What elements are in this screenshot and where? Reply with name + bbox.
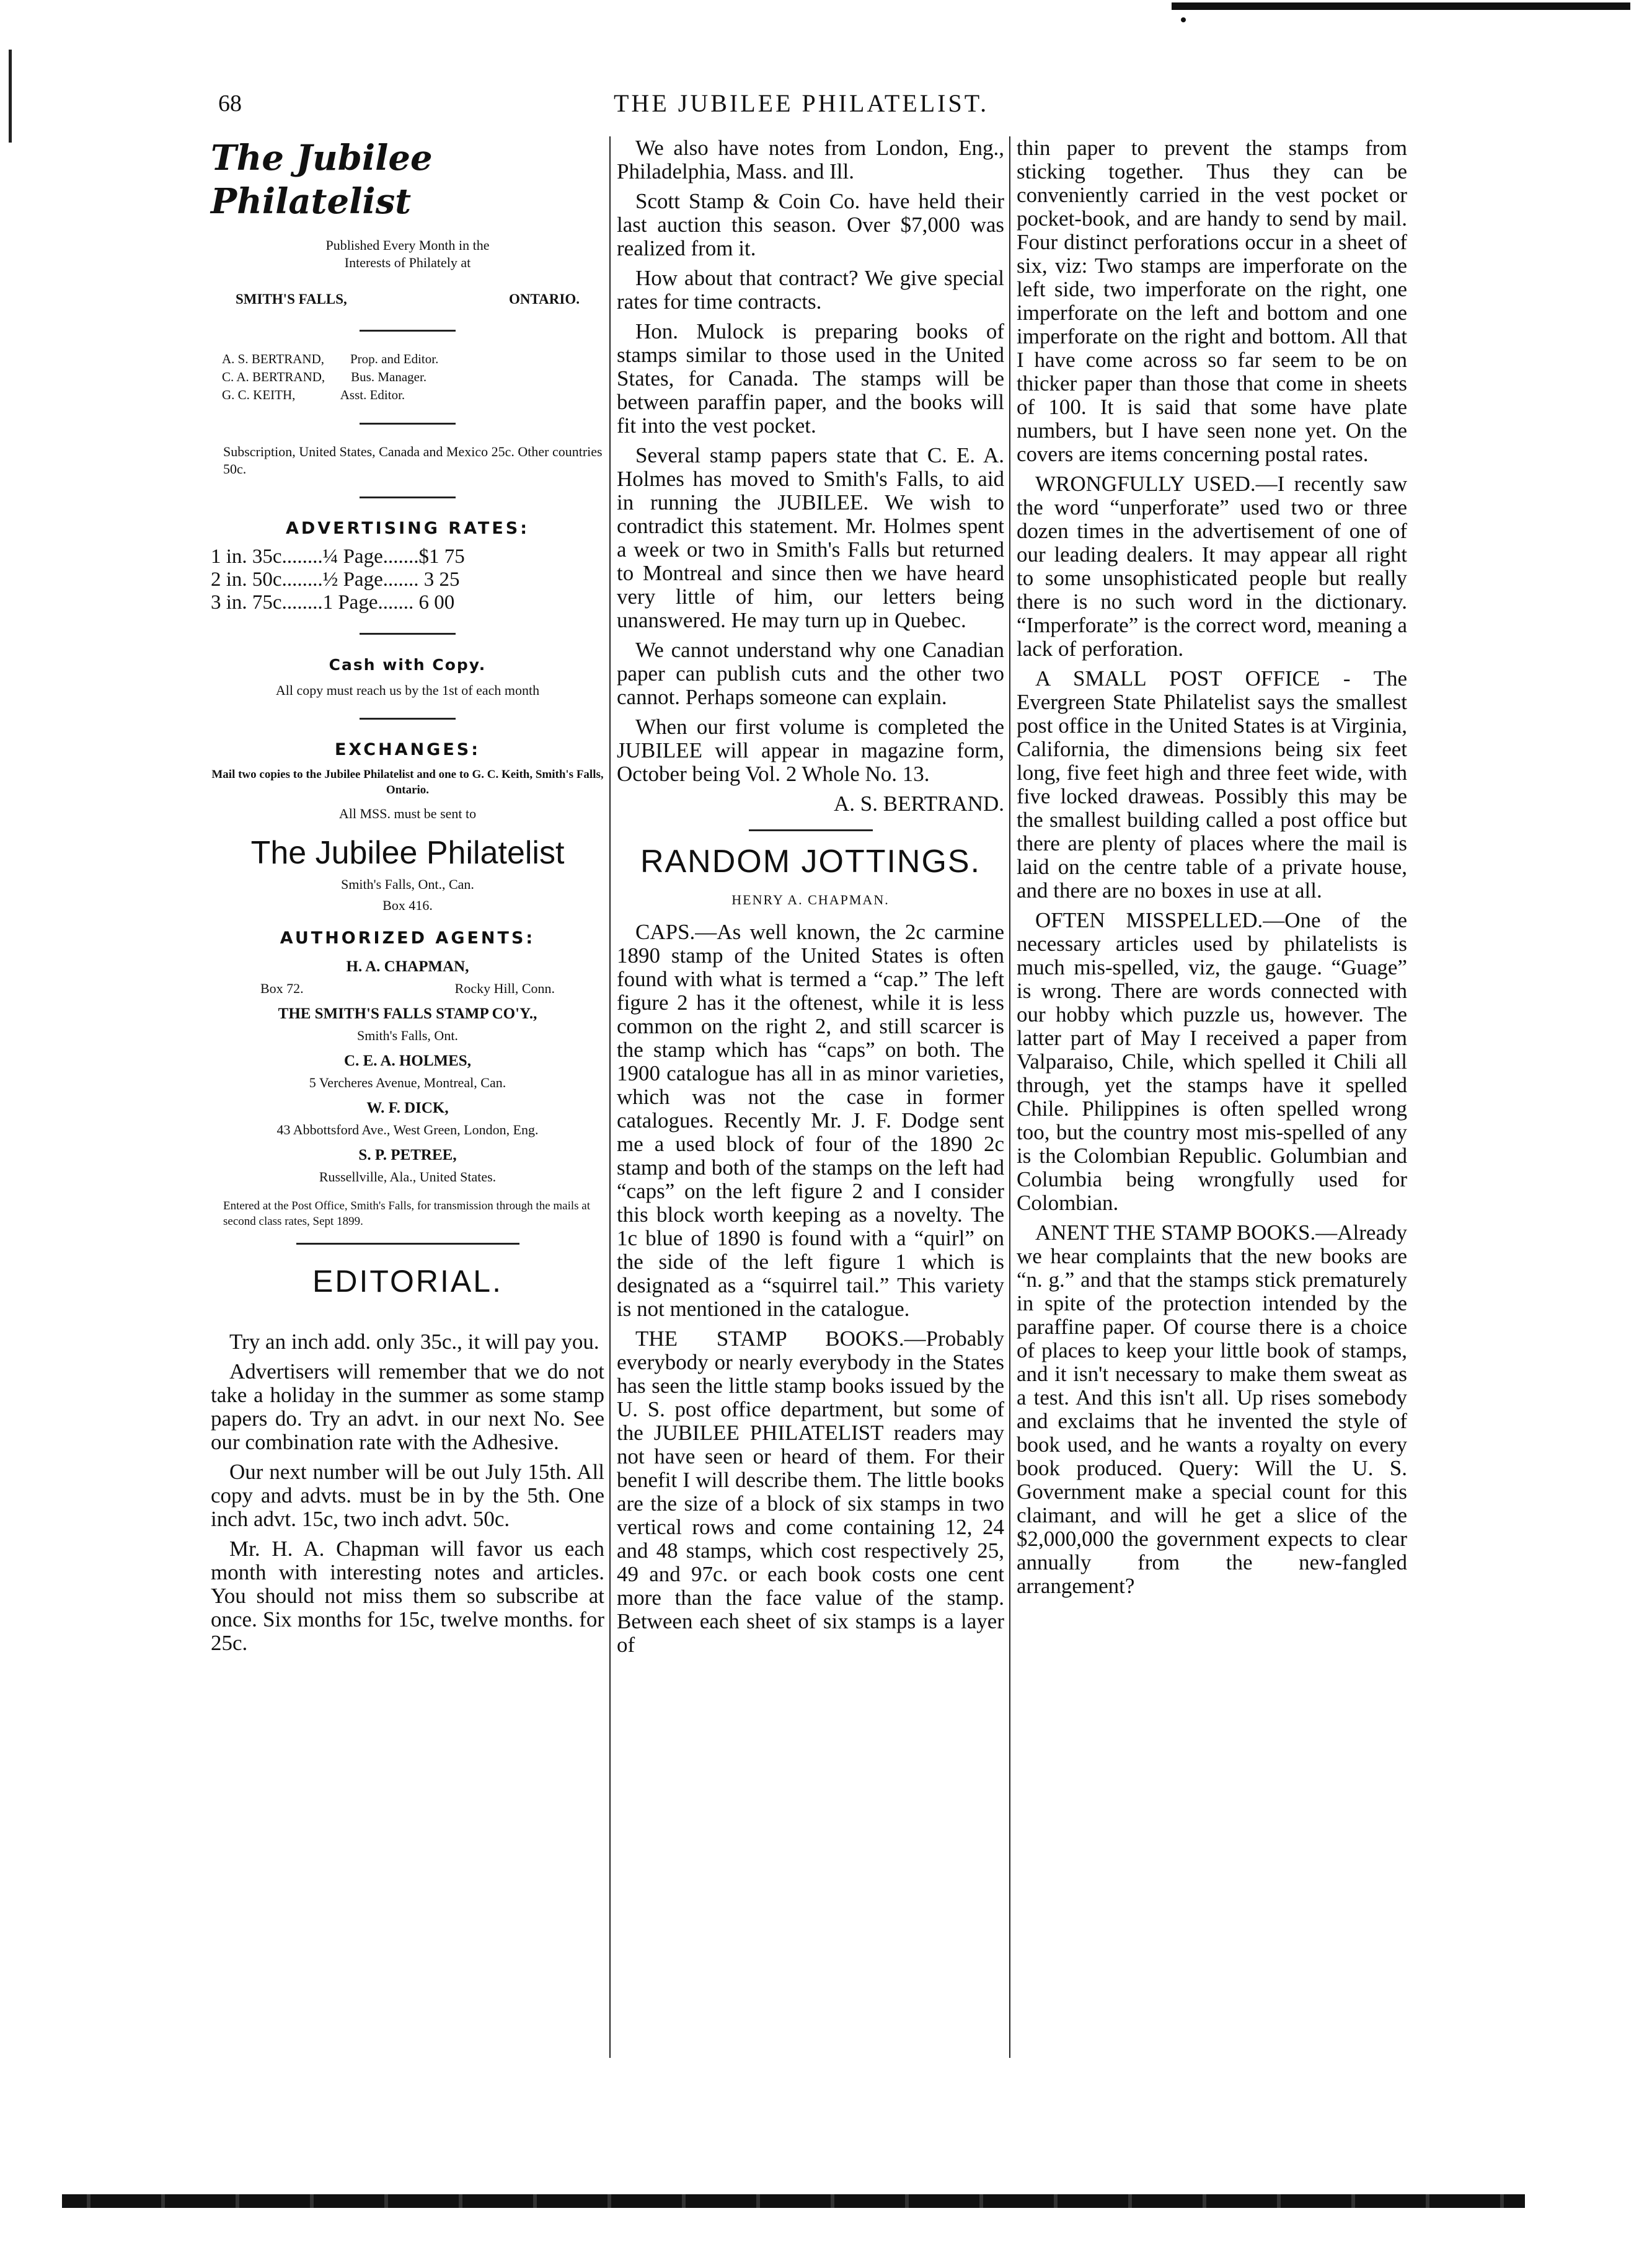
news-paragraph: We cannot understand why one Canadian paper can publish cuts and the other two cannot. Perhaps someone can explain.: [617, 638, 1004, 709]
divider: [360, 633, 456, 635]
agent-name: THE SMITH'S FALLS STAMP CO'Y.,: [278, 1005, 537, 1022]
divider: [360, 330, 456, 332]
bottom-rule: [62, 2194, 1525, 2208]
often-misspelled-paragraph: OFTEN MISSPELLED.—One of the necessary articles used by philatelists is much mis-spelled, viz, the gauge. “Guage” is wrong. There are words connected with our hobby which puzzle us, however. The latter part of May I received a paper from Valparaiso, Chile, which spelled it Chili all through, yet the stamps have it spelled Chile. Philippines is often spelled wrong too, but the country most mis-spelled of any is the Colombian Republic. Golumbian and Columbia being wrongfully used for Colombian.: [1017, 908, 1407, 1215]
divider: [360, 497, 456, 498]
news-paragraph: Several stamp papers state that C. E. A. Holmes has moved to Smith's Falls, to aid in running the JUBILEE. We wish to contradict this statement. Mr. Holmes spent a week or two in Smith's Falls but returned to Montreal and since then we have heard very little of him, our letters being unanswered. He may turn up in Quebec.: [617, 443, 1004, 632]
byline: HENRY A. CHAPMAN.: [731, 892, 890, 907]
column-divider: [609, 136, 611, 2058]
page-number: 68: [218, 90, 242, 117]
rate-row: 1 in. 35c........¼ Page.......$1 75: [211, 545, 465, 568]
divider: [360, 718, 456, 720]
box-line: Box 416.: [382, 898, 433, 913]
editorial-heading: EDITORIAL.: [312, 1264, 503, 1299]
agent-address: 43 Abbottsford Ave., West Green, London, Eng.: [276, 1122, 539, 1137]
agent-address: Smith's Falls, Ont.: [357, 1028, 458, 1043]
divider: [360, 423, 456, 425]
left-margin-mark: [9, 50, 12, 143]
news-paragraph: Hon. Mulock is preparing books of stamps similar to those used in the United States, for Canada. The stamps will be between paraffin paper, and the books will fit into the vest pocket.: [617, 319, 1004, 438]
running-title: THE JUBILEE PHILATELIST.: [614, 89, 989, 117]
agent-name: S. P. PETREE,: [358, 1147, 457, 1163]
jottings-heading: RANDOM JOTTINGS.: [640, 844, 981, 880]
editorial-body: [211, 1330, 604, 1655]
rate-row: 2 in. 50c........½ Page....... 3 25: [211, 568, 460, 591]
agent-name: H. A. CHAPMAN,: [346, 958, 469, 975]
rate-row: 3 in. 75c........1 Page....... 6 00: [211, 591, 455, 614]
cash-text: All copy must reach us by the 1st of each month: [275, 682, 540, 698]
agent-address: Russellville, Ala., United States.: [319, 1169, 497, 1185]
masthead: The Jubilee Philatelist: [211, 138, 433, 222]
editorial-paragraph: Try an inch add. only 35c., it will pay you.: [229, 1330, 599, 1354]
news-paragraph: We also have notes from London, Eng., Philadelphia, Mass. and Ill.: [617, 136, 1004, 183]
divider: [296, 1243, 519, 1245]
caps-paragraph: CAPS.—As well known, the 2c carmine 1890 stamp of the United States is often found with what is termed a “cap.” The left figure 2 has it the oftenest, while it is less common on the right 2, and still scarcer is the stamp which has “caps” on both. The 1900 catalogue has all in as minor varieties, which was not the case in former catalogues. Recently Mr. J. F. Dodge sent me a used block of four of the 1890 2c stamp and both of the stamps on the left had “caps” on the left figure 2 and I consider this block worth keeping as a novelty. The 1c blue of 1890 is found with a “quirl” on the side of the left figure 1 which is designated as a “squirrel tail.” This variety is not mentioned in the catalogue.: [617, 920, 1004, 1321]
staff-list: [211, 350, 604, 404]
editorial-paragraph: Advertisers will remember that we do not take a holiday in the summer as some stamp papers do. Try an advt. in our next No. See our combination rate with the Adhesive.: [211, 1359, 604, 1454]
publication-title: The Jubilee Philatelist: [250, 835, 565, 871]
news-paragraph: Scott Stamp & Coin Co. have held their last auction this season. Over $7,000 was realized from it.: [617, 189, 1004, 260]
agents-heading: AUTHORIZED AGENTS:: [280, 929, 536, 948]
agent-name: C. E. A. HOLMES,: [344, 1053, 471, 1069]
editorial-paragraph: Our next number will be out July 15th. All copy and advts. must be in by the 5th. One inch advt. 15c, two inch advt. 50c.: [211, 1460, 604, 1531]
column-right: [1017, 136, 1407, 1604]
column-left: [211, 136, 604, 1661]
staff-item: A. S. BERTRAND, Prop. and Editor.: [222, 351, 439, 366]
continued-paragraph: thin paper to prevent the stamps from sticking together. Thus they can be conveniently carried in the vest pocket or pocket-book, and are handy to send by mail. Four distinct perforations occur in a sheet of six, viz: Two stamps are imperforate on the left side, two imperforate on the right, one imperforate on the left and bottom and one imperforate on the right and bottom. All that I have come across so far seem to be on thicker paper than those that come in sheets of 100. It is said that some have plate numbers, but I have seen none yet. On the covers are items concerning postal rates.: [1017, 136, 1407, 466]
news-paragraph: When our first volume is completed the JUBILEE will appear in magazine form, October being Vol. 2 Whole No. 13.: [617, 715, 1004, 786]
cash-heading: Cash with Copy.: [329, 656, 487, 674]
column-middle: [617, 136, 1004, 1663]
staff-item: C. A. BERTRAND, Bus. Manager.: [222, 369, 427, 384]
rates-table: [211, 545, 604, 614]
subscription: Subscription, United States, Canada and Mexico 25c. Other countries 50c.: [223, 444, 603, 477]
published-line: Interests of Philately at: [344, 255, 471, 270]
mss-text: All MSS. must be sent to: [338, 806, 477, 821]
agent-address: [211, 980, 604, 997]
column-divider: [1009, 136, 1010, 2058]
exchanges-text: Mail two copies to the Jubilee Philatelist and one to G. C. Keith, Smith's Falls, Ontario.: [211, 768, 604, 797]
published-line: Published Every Month in the: [325, 237, 490, 253]
top-dot: [1181, 17, 1186, 22]
top-rule: [1172, 2, 1630, 10]
agent-name: W. F. DICK,: [366, 1100, 449, 1116]
advertising-heading: ADVERTISING RATES:: [285, 519, 530, 538]
place-line: [211, 288, 604, 311]
place-town: SMITH'S FALLS,: [236, 291, 347, 307]
editorial-paragraph: Mr. H. A. Chapman will favor us each month with interesting notes and articles. You should not miss them so subscribe at once. Six months for 15c, twelve months. for 25c.: [211, 1537, 604, 1655]
stamp-books-paragraph: THE STAMP BOOKS.—Probably everybody or nearly everybody in the States has seen the little stamp books issued by the U. S. post office department, but some of the JUBILEE PHILATELIST readers may not have seen or heard of them. For their benefit I will describe them. The little books are the size of a block of six stamps in two vertical rows and come containing 12, 24 and 48 stamps, which cost respectively 25, 49 and 97c. or each book costs one cent more than the face value of the stamp. Between each sheet of six stamps is a layer of: [617, 1326, 1004, 1657]
small-post-office-paragraph: A SMALL POST OFFICE - The Evergreen State Philatelist says the smallest post office in the United States is at Virginia, California, the dimensions being six feet long, five feet high and three feet wide, with five locked draweas. Possibly this may be the smallest building called a post office but there are plenty of places where the mail is laid on the centre table of a private house, and there are no boxes in use at all.: [1017, 666, 1407, 903]
exchanges-heading: EXCHANGES:: [334, 740, 481, 759]
staff-item: G. C. KEITH, Asst. Editor.: [222, 387, 405, 402]
agent-town: Rocky Hill, Conn.: [454, 981, 555, 996]
signature: A. S. BERTRAND.: [833, 792, 1004, 816]
agent-address: 5 Vercheres Avenue, Montreal, Can.: [309, 1075, 506, 1090]
address-line: Smith's Falls, Ont., Can.: [341, 876, 474, 892]
place-province: ONTARIO.: [509, 291, 580, 307]
divider: [749, 829, 873, 831]
wrongfully-used-paragraph: WRONGFULLY USED.—I recently saw the word “unperforate” used two or three dozen times in the advertisement of one of our leading dealers. It may appear all right to some unsophisticated people but really there is no such word in the dictionary. “Imperforate” is the correct word, meaning a lack of perforation.: [1017, 472, 1407, 661]
agent-box: Box 72.: [260, 981, 304, 996]
news-paragraph: How about that contract? We give special rates for time contracts.: [617, 266, 1004, 314]
entered-notice: Entered at the Post Office, Smith's Falls, for transmission through the mails at second class rates, Sept 1899.: [223, 1199, 590, 1228]
anent-stamp-books-paragraph: ANENT THE STAMP BOOKS.—Already we hear complaints that the new books are “n. g.” and that the stamps stick prematurely in spite of the protection intended by the paraffine paper. Of course there is a choice of places to keep your little book of stamps, and it isn't necessary to make them sweat as a test. And this isn't all. Up rises somebody and exclaims that he invented the style of book used, and he wants a royalty on every book produced. Query: Will the U. S. Government make a special count for this claimant, and will he get a slice of the $2,000,000 the government expects to clear annually from the new-fangled arrangement?: [1017, 1220, 1407, 1598]
